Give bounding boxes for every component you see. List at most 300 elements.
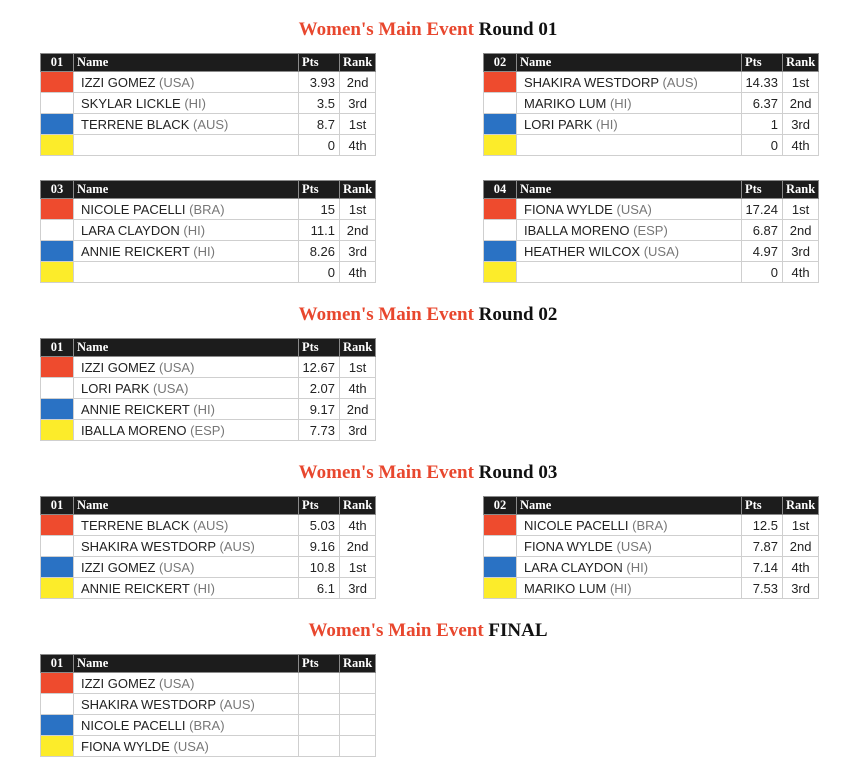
jersey-color-cell bbox=[484, 515, 517, 536]
rank-cell: 2nd bbox=[340, 536, 376, 557]
jersey-swatch-yellow bbox=[41, 135, 73, 155]
surfer-cell bbox=[74, 72, 299, 93]
jersey-swatch-red bbox=[41, 515, 73, 535]
rank-cell bbox=[340, 673, 376, 694]
surfer-cell bbox=[74, 135, 299, 156]
jersey-swatch-white bbox=[41, 220, 73, 240]
surfer-cell bbox=[517, 241, 742, 262]
heat-number: 01 bbox=[41, 54, 74, 72]
heat-header-row bbox=[41, 54, 376, 72]
jersey-color-cell bbox=[41, 399, 74, 420]
jersey-color-cell bbox=[41, 673, 74, 694]
event-name: Women's Main Event bbox=[308, 620, 484, 641]
surfer-cell bbox=[74, 515, 299, 536]
rank-cell: 4th bbox=[340, 378, 376, 399]
surfer-country: (USA) bbox=[153, 380, 189, 396]
surfer-cell bbox=[74, 241, 299, 262]
points-cell: 0 bbox=[742, 135, 783, 156]
table-row bbox=[41, 557, 376, 578]
header-pts: Pts bbox=[742, 54, 783, 72]
points-cell: 3.93 bbox=[299, 72, 340, 93]
table-row bbox=[41, 578, 376, 599]
surfer-name: FIONA WYLDE bbox=[81, 738, 170, 754]
points-cell: 1 bbox=[742, 114, 783, 135]
jersey-color-cell bbox=[41, 93, 74, 114]
heat-number: 03 bbox=[41, 181, 74, 199]
heat-table-r3-h1 bbox=[40, 496, 376, 599]
table-row bbox=[484, 262, 819, 283]
surfer-cell bbox=[74, 199, 299, 220]
surfer-country: (HI) bbox=[596, 116, 618, 132]
header-rank: Rank bbox=[783, 181, 819, 199]
heat-header-row bbox=[484, 497, 819, 515]
jersey-swatch-yellow bbox=[484, 262, 516, 282]
table-row bbox=[41, 72, 376, 93]
surfer-cell bbox=[74, 736, 299, 757]
rank-cell: 2nd bbox=[340, 72, 376, 93]
surfer-country: (HI) bbox=[184, 95, 207, 111]
surfer-country: (HI) bbox=[193, 580, 215, 596]
surfer-country: (USA) bbox=[616, 201, 652, 217]
surfer-cell bbox=[74, 673, 299, 694]
points-cell: 15 bbox=[299, 199, 340, 220]
heat-number: 02 bbox=[484, 54, 517, 72]
heat-number: 01 bbox=[41, 497, 74, 515]
heat-header-row bbox=[484, 54, 819, 72]
table-row bbox=[484, 93, 819, 114]
round-title-01 bbox=[0, 19, 856, 41]
table-row bbox=[41, 262, 376, 283]
rank-cell: 2nd bbox=[783, 536, 819, 557]
points-cell: 10.8 bbox=[299, 557, 340, 578]
jersey-swatch-white bbox=[41, 536, 73, 556]
rank-cell: 4th bbox=[340, 262, 376, 283]
surfer-country: (BRA) bbox=[189, 717, 225, 733]
table-row bbox=[484, 199, 819, 220]
points-cell: 14.33 bbox=[742, 72, 783, 93]
points-cell: 5.03 bbox=[299, 515, 340, 536]
surfer-cell bbox=[517, 220, 742, 241]
round-name: Round 02 bbox=[478, 304, 558, 325]
surfer-name: MARIKO LUM bbox=[524, 95, 607, 111]
table-row bbox=[41, 378, 376, 399]
rank-cell: 3rd bbox=[783, 114, 819, 135]
heat-header-row bbox=[484, 181, 819, 199]
rank-cell: 3rd bbox=[783, 241, 819, 262]
header-pts: Pts bbox=[742, 497, 783, 515]
heat-table-r1-h2 bbox=[483, 53, 819, 156]
rank-cell: 3rd bbox=[340, 241, 376, 262]
surfer-name: NICOLE PACELLI bbox=[524, 517, 629, 533]
rank-cell: 2nd bbox=[340, 399, 376, 420]
jersey-swatch-blue bbox=[484, 114, 516, 134]
surfer-country: (AUS) bbox=[662, 74, 698, 90]
surfer-country: (BRA) bbox=[632, 517, 668, 533]
points-cell: 7.73 bbox=[299, 420, 340, 441]
heat-number: 01 bbox=[41, 339, 74, 357]
surfer-cell bbox=[74, 557, 299, 578]
surfer-country: (USA) bbox=[159, 559, 195, 575]
surfer-name: NICOLE PACELLI bbox=[81, 717, 186, 733]
jersey-color-cell bbox=[484, 262, 517, 283]
surfer-name: SHAKIRA WESTDORP bbox=[81, 538, 216, 554]
surfer-country: (ESP) bbox=[190, 422, 225, 438]
heat-table-final bbox=[40, 654, 376, 757]
surfer-country: (USA) bbox=[159, 359, 195, 375]
rank-cell: 1st bbox=[783, 515, 819, 536]
surfer-cell bbox=[517, 199, 742, 220]
jersey-color-cell bbox=[484, 241, 517, 262]
jersey-swatch-blue bbox=[41, 241, 73, 261]
surfer-country: (HI) bbox=[193, 401, 215, 417]
surfer-cell bbox=[74, 262, 299, 283]
header-pts: Pts bbox=[299, 655, 340, 673]
points-cell: 2.07 bbox=[299, 378, 340, 399]
header-name: Name bbox=[517, 54, 742, 72]
header-name: Name bbox=[517, 497, 742, 515]
table-row bbox=[41, 399, 376, 420]
jersey-color-cell bbox=[484, 199, 517, 220]
rank-cell: 4th bbox=[340, 135, 376, 156]
jersey-color-cell bbox=[41, 557, 74, 578]
header-name: Name bbox=[74, 655, 299, 673]
surfer-name: SHAKIRA WESTDORP bbox=[81, 696, 216, 712]
surfer-country: (USA) bbox=[616, 538, 652, 554]
event-name: Women's Main Event bbox=[298, 304, 474, 325]
header-name: Name bbox=[517, 181, 742, 199]
surfer-name: LARA CLAYDON bbox=[81, 222, 180, 238]
heat-table-r1-h3 bbox=[40, 180, 376, 283]
surfer-name: SKYLAR LICKLE bbox=[81, 95, 181, 111]
surfer-cell bbox=[74, 715, 299, 736]
surfer-country: (BRA) bbox=[189, 201, 225, 217]
table-row bbox=[41, 357, 376, 378]
surfer-country: (USA) bbox=[159, 74, 195, 90]
header-rank: Rank bbox=[340, 655, 376, 673]
table-row bbox=[41, 515, 376, 536]
jersey-color-cell bbox=[484, 72, 517, 93]
points-cell: 7.87 bbox=[742, 536, 783, 557]
header-name: Name bbox=[74, 497, 299, 515]
header-pts: Pts bbox=[299, 54, 340, 72]
surfer-name: LARA CLAYDON bbox=[524, 559, 623, 575]
rank-cell: 4th bbox=[783, 135, 819, 156]
heat-header-row bbox=[41, 497, 376, 515]
round-name: Round 01 bbox=[478, 19, 558, 40]
surfer-cell bbox=[74, 93, 299, 114]
surfer-country: (HI) bbox=[609, 580, 632, 596]
surfer-country: (HI) bbox=[183, 222, 206, 238]
round-name: FINAL bbox=[488, 620, 548, 641]
table-row bbox=[41, 93, 376, 114]
header-pts: Pts bbox=[299, 339, 340, 357]
surfer-cell bbox=[517, 114, 742, 135]
table-row bbox=[484, 536, 819, 557]
rank-cell: 2nd bbox=[783, 93, 819, 114]
header-rank: Rank bbox=[783, 497, 819, 515]
jersey-color-cell bbox=[41, 420, 74, 441]
table-row bbox=[484, 578, 819, 599]
jersey-color-cell bbox=[41, 241, 74, 262]
jersey-color-cell bbox=[41, 736, 74, 757]
surfer-cell bbox=[517, 536, 742, 557]
table-row bbox=[484, 220, 819, 241]
surfer-cell bbox=[517, 262, 742, 283]
jersey-swatch-red bbox=[484, 515, 516, 535]
surfer-country: (AUS) bbox=[219, 538, 255, 554]
heat-table-r1-h1 bbox=[40, 53, 376, 156]
table-row bbox=[41, 220, 376, 241]
jersey-swatch-white bbox=[41, 694, 73, 714]
heat-table-r2-h1 bbox=[40, 338, 376, 441]
table-row bbox=[41, 673, 376, 694]
points-cell: 0 bbox=[299, 262, 340, 283]
jersey-swatch-white bbox=[41, 378, 73, 398]
surfer-cell bbox=[517, 135, 742, 156]
rank-cell: 4th bbox=[783, 557, 819, 578]
jersey-swatch-red bbox=[484, 199, 516, 219]
surfer-country: (AUS) bbox=[193, 517, 229, 533]
jersey-swatch-red bbox=[41, 199, 73, 219]
jersey-color-cell bbox=[41, 135, 74, 156]
points-cell: 6.87 bbox=[742, 220, 783, 241]
points-cell: 12.67 bbox=[299, 357, 340, 378]
jersey-color-cell bbox=[41, 220, 74, 241]
surfer-country: (HI) bbox=[626, 559, 649, 575]
table-row bbox=[41, 135, 376, 156]
points-cell: 17.24 bbox=[742, 199, 783, 220]
surfer-cell bbox=[74, 357, 299, 378]
surfer-name: IBALLA MORENO bbox=[81, 422, 187, 438]
surfer-name: MARIKO LUM bbox=[524, 580, 607, 596]
header-rank: Rank bbox=[340, 181, 376, 199]
jersey-color-cell bbox=[484, 220, 517, 241]
surfer-cell bbox=[517, 72, 742, 93]
table-row bbox=[484, 515, 819, 536]
points-cell: 0 bbox=[742, 262, 783, 283]
jersey-swatch-blue bbox=[484, 557, 516, 577]
jersey-color-cell bbox=[484, 536, 517, 557]
event-name: Women's Main Event bbox=[298, 462, 474, 483]
surfer-name: TERRENE BLACK bbox=[81, 116, 190, 132]
table-row bbox=[484, 135, 819, 156]
surfer-name: ANNIE REICKERT bbox=[81, 243, 190, 259]
points-cell: 6.37 bbox=[742, 93, 783, 114]
jersey-swatch-yellow bbox=[41, 578, 73, 598]
points-cell: 9.17 bbox=[299, 399, 340, 420]
header-rank: Rank bbox=[340, 54, 376, 72]
table-row bbox=[484, 557, 819, 578]
heat-header-row bbox=[41, 655, 376, 673]
surfer-cell bbox=[74, 114, 299, 135]
surfer-country: (AUS) bbox=[219, 696, 255, 712]
heat-number: 02 bbox=[484, 497, 517, 515]
points-cell bbox=[299, 715, 340, 736]
rank-cell: 4th bbox=[783, 262, 819, 283]
jersey-color-cell bbox=[41, 578, 74, 599]
jersey-swatch-red bbox=[41, 673, 73, 693]
round-name: Round 03 bbox=[478, 462, 558, 483]
round-title-final bbox=[0, 620, 856, 642]
jersey-swatch-yellow bbox=[41, 736, 73, 756]
rank-cell: 1st bbox=[340, 557, 376, 578]
surfer-cell bbox=[74, 536, 299, 557]
header-rank: Rank bbox=[340, 339, 376, 357]
points-cell: 12.5 bbox=[742, 515, 783, 536]
surfer-country: (USA) bbox=[159, 675, 195, 691]
round-title-03 bbox=[0, 462, 856, 484]
jersey-swatch-white bbox=[484, 220, 516, 240]
jersey-color-cell bbox=[484, 578, 517, 599]
points-cell: 9.16 bbox=[299, 536, 340, 557]
points-cell bbox=[299, 736, 340, 757]
jersey-swatch-white bbox=[41, 93, 73, 113]
jersey-color-cell bbox=[41, 378, 74, 399]
header-name: Name bbox=[74, 339, 299, 357]
jersey-swatch-yellow bbox=[484, 135, 516, 155]
points-cell: 8.7 bbox=[299, 114, 340, 135]
surfer-country: (ESP) bbox=[633, 222, 668, 238]
round-title-02 bbox=[0, 304, 856, 326]
rank-cell: 1st bbox=[340, 357, 376, 378]
table-row bbox=[41, 420, 376, 441]
surfer-cell bbox=[517, 93, 742, 114]
jersey-color-cell bbox=[41, 72, 74, 93]
heat-table-r3-h2 bbox=[483, 496, 819, 599]
surfer-country: (USA) bbox=[643, 243, 680, 259]
table-row bbox=[41, 114, 376, 135]
surfer-cell bbox=[74, 578, 299, 599]
surfer-name: IZZI GOMEZ bbox=[81, 359, 156, 375]
rank-cell bbox=[340, 694, 376, 715]
jersey-swatch-red bbox=[484, 72, 516, 92]
header-pts: Pts bbox=[299, 181, 340, 199]
surfer-name: IZZI GOMEZ bbox=[81, 559, 156, 575]
heat-header-row bbox=[41, 339, 376, 357]
header-name: Name bbox=[74, 54, 299, 72]
header-pts: Pts bbox=[299, 497, 340, 515]
rank-cell bbox=[340, 715, 376, 736]
rank-cell: 3rd bbox=[340, 578, 376, 599]
points-cell: 0 bbox=[299, 135, 340, 156]
header-rank: Rank bbox=[783, 54, 819, 72]
surfer-country: (HI) bbox=[193, 243, 215, 259]
surfer-cell bbox=[74, 694, 299, 715]
jersey-swatch-blue bbox=[484, 241, 516, 261]
points-cell: 7.14 bbox=[742, 557, 783, 578]
rank-cell: 3rd bbox=[340, 93, 376, 114]
jersey-swatch-blue bbox=[41, 715, 73, 735]
jersey-swatch-white bbox=[484, 536, 516, 556]
surfer-country: (USA) bbox=[173, 738, 209, 754]
jersey-swatch-blue bbox=[41, 114, 73, 134]
header-pts: Pts bbox=[742, 181, 783, 199]
points-cell: 4.97 bbox=[742, 241, 783, 262]
points-cell bbox=[299, 694, 340, 715]
points-cell: 7.53 bbox=[742, 578, 783, 599]
rank-cell: 3rd bbox=[340, 420, 376, 441]
surfer-name: ANNIE REICKERT bbox=[81, 401, 190, 417]
table-row bbox=[41, 536, 376, 557]
surfer-cell bbox=[74, 399, 299, 420]
jersey-color-cell bbox=[484, 557, 517, 578]
header-rank: Rank bbox=[340, 497, 376, 515]
table-row bbox=[41, 241, 376, 262]
rank-cell: 3rd bbox=[783, 578, 819, 599]
jersey-color-cell bbox=[41, 536, 74, 557]
jersey-swatch-yellow bbox=[484, 578, 516, 598]
surfer-cell bbox=[517, 578, 742, 599]
jersey-color-cell bbox=[41, 715, 74, 736]
surfer-name: ANNIE REICKERT bbox=[81, 580, 190, 596]
rank-cell: 2nd bbox=[783, 220, 819, 241]
points-cell: 11.1 bbox=[299, 220, 340, 241]
surfer-country: (HI) bbox=[609, 95, 632, 111]
surfer-country: (AUS) bbox=[193, 116, 229, 132]
surfer-name: LORI PARK bbox=[81, 380, 150, 396]
surfer-cell bbox=[517, 557, 742, 578]
rank-cell: 4th bbox=[340, 515, 376, 536]
table-row bbox=[484, 72, 819, 93]
surfer-cell bbox=[517, 515, 742, 536]
points-cell: 6.1 bbox=[299, 578, 340, 599]
jersey-color-cell bbox=[41, 114, 74, 135]
surfer-name: FIONA WYLDE bbox=[524, 538, 613, 554]
jersey-swatch-red bbox=[41, 357, 73, 377]
rank-cell bbox=[340, 736, 376, 757]
jersey-swatch-white bbox=[484, 93, 516, 113]
table-row bbox=[484, 241, 819, 262]
surfer-name: TERRENE BLACK bbox=[81, 517, 190, 533]
jersey-color-cell bbox=[41, 262, 74, 283]
points-cell bbox=[299, 673, 340, 694]
surfer-cell bbox=[74, 420, 299, 441]
rank-cell: 1st bbox=[340, 114, 376, 135]
rank-cell: 1st bbox=[340, 199, 376, 220]
surfer-cell bbox=[74, 220, 299, 241]
table-row bbox=[484, 114, 819, 135]
jersey-color-cell bbox=[484, 93, 517, 114]
heat-header-row bbox=[41, 181, 376, 199]
surfer-name: HEATHER WILCOX bbox=[524, 243, 641, 259]
points-cell: 3.5 bbox=[299, 93, 340, 114]
table-row bbox=[41, 199, 376, 220]
table-row bbox=[41, 736, 376, 757]
event-name: Women's Main Event bbox=[298, 19, 474, 40]
heat-number: 01 bbox=[41, 655, 74, 673]
jersey-swatch-blue bbox=[41, 399, 73, 419]
table-row bbox=[41, 694, 376, 715]
points-cell: 8.26 bbox=[299, 241, 340, 262]
jersey-color-cell bbox=[484, 114, 517, 135]
jersey-color-cell bbox=[484, 135, 517, 156]
surfer-name: SHAKIRA WESTDORP bbox=[524, 74, 659, 90]
jersey-color-cell bbox=[41, 199, 74, 220]
jersey-swatch-blue bbox=[41, 557, 73, 577]
rank-cell: 2nd bbox=[340, 220, 376, 241]
surfer-name: NICOLE PACELLI bbox=[81, 201, 186, 217]
surfer-name: IBALLA MORENO bbox=[524, 222, 630, 238]
jersey-swatch-yellow bbox=[41, 262, 73, 282]
heat-table-r1-h4 bbox=[483, 180, 819, 283]
heat-number: 04 bbox=[484, 181, 517, 199]
surfer-cell bbox=[74, 378, 299, 399]
surfer-name: IZZI GOMEZ bbox=[81, 675, 156, 691]
surfer-name: IZZI GOMEZ bbox=[81, 74, 156, 90]
header-name: Name bbox=[74, 181, 299, 199]
table-row bbox=[41, 715, 376, 736]
surfer-name: FIONA WYLDE bbox=[524, 201, 613, 217]
